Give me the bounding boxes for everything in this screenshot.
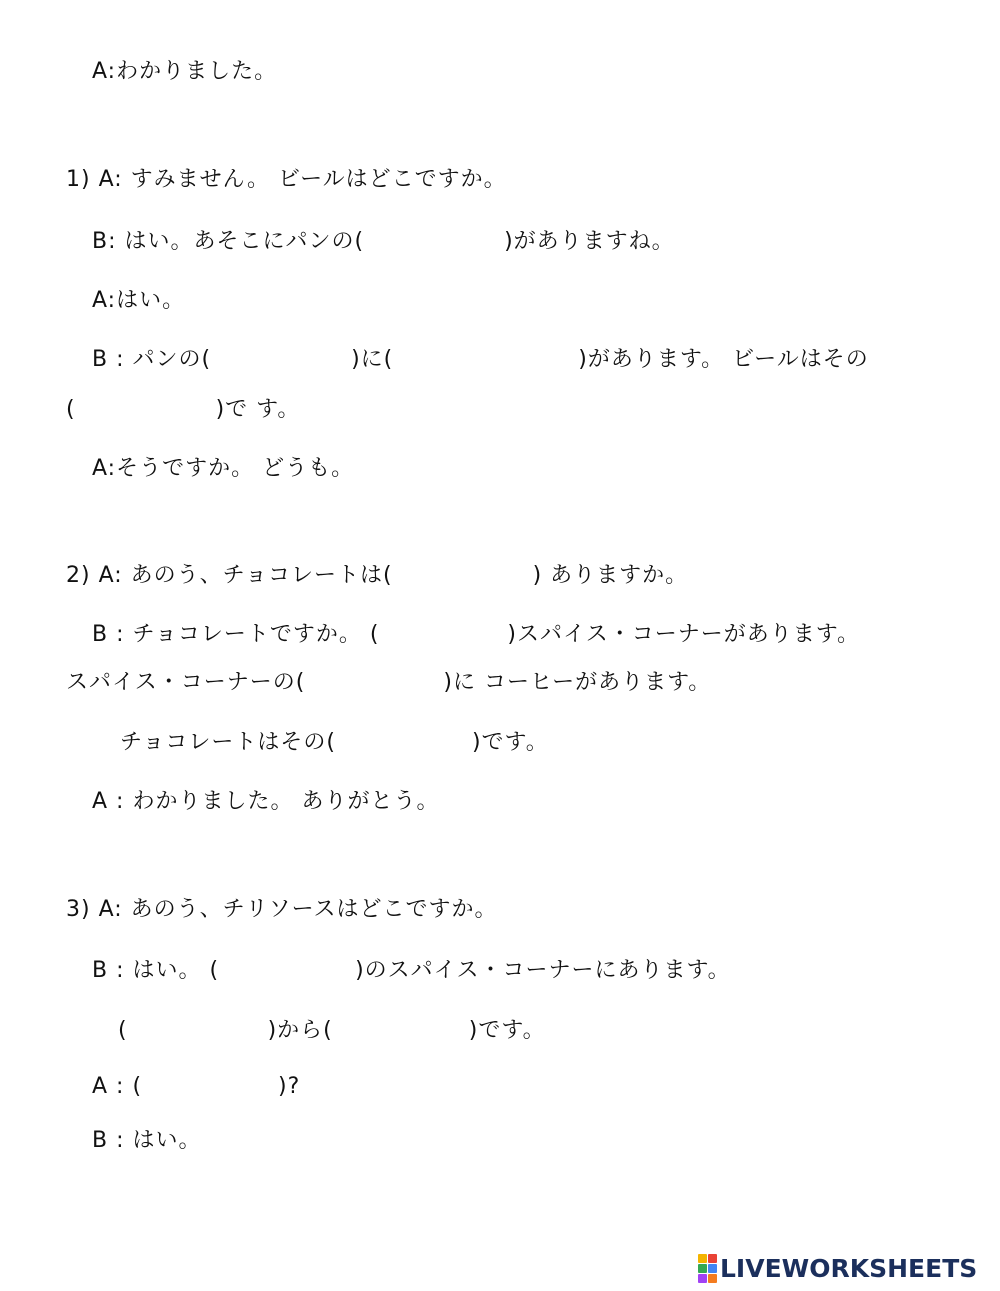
line-text: )? [278, 1074, 301, 1099]
line-text: )に( [351, 347, 394, 372]
line-text: 1) A: すみません。 ビールはどこですか。 [66, 167, 507, 192]
line-text: A:はい。 [92, 288, 186, 313]
dialogue-line [66, 669, 711, 697]
line-text: )があります。 ビールはその [578, 347, 869, 372]
line-text: ) ありますか。 [532, 563, 689, 588]
line-text: B : チョコレートですか。 ( [92, 622, 380, 647]
dialogue-line [92, 287, 185, 315]
line-text: )スパイス・コーナーがあります。 [507, 622, 861, 647]
dialogue-line [92, 621, 860, 649]
line-text: )に コーヒーがあります。 [443, 670, 712, 695]
dialogue-line [66, 896, 498, 924]
answer-blank[interactable] [211, 348, 351, 372]
answer-blank[interactable] [305, 671, 443, 695]
answer-blank[interactable] [393, 564, 533, 588]
answer-blank[interactable] [364, 230, 504, 254]
line-text: スパイス・コーナーの( [66, 670, 306, 695]
dialogue-line [66, 562, 688, 590]
line-text: )がありますね。 [504, 229, 675, 254]
dialogue-line [66, 166, 507, 194]
line-text: B : はい。 ( [92, 958, 220, 983]
logo-text: LIVEWORKSHEETS [720, 1253, 978, 1283]
line-text: )で す。 [215, 397, 301, 422]
line-text: チョコレートはその( [120, 730, 336, 755]
answer-blank[interactable] [333, 1019, 469, 1043]
line-text: A:そうですか。 どうも。 [92, 456, 355, 481]
line-text: )のスパイス・コーナーにあります。 [355, 958, 731, 983]
dialogue-line [92, 346, 869, 374]
dialogue-line [92, 957, 731, 985]
line-text: )から( [267, 1018, 333, 1043]
dialogue-line [92, 1127, 202, 1155]
dialogue-line [120, 729, 549, 757]
liveworksheets-logo-icon [698, 1254, 717, 1283]
line-text: 2) A: あのう、チョコレートは( [66, 563, 393, 588]
dialogue-line [92, 1073, 300, 1101]
line-text: B: はい。あそこにパンの( [92, 229, 365, 254]
line-text: )です。 [471, 730, 549, 755]
dialogue-line [118, 1017, 546, 1045]
answer-blank[interactable] [379, 623, 507, 647]
line-text: ( [118, 1018, 128, 1043]
line-text: )です。 [468, 1018, 546, 1043]
line-text: B : パンの( [92, 347, 212, 372]
answer-blank[interactable] [76, 398, 216, 422]
dialogue-line [92, 228, 675, 256]
dialogue-line [92, 788, 439, 816]
dialogue-line [92, 58, 277, 86]
answer-blank[interactable] [219, 959, 355, 983]
line-text: A : わかりました。 ありがとう。 [92, 789, 440, 814]
answer-blank[interactable] [128, 1019, 268, 1043]
line-text: A : ( [92, 1074, 143, 1099]
line-text: B : はい。 [92, 1128, 202, 1153]
dialogue-line [92, 455, 354, 483]
liveworksheets-logo[interactable] [698, 1252, 977, 1284]
line-text: ( [66, 397, 76, 422]
line-text: A:わかりました。 [92, 59, 278, 84]
dialogue-line [66, 396, 300, 424]
line-text: 3) A: あのう、チリソースはどこですか。 [66, 897, 498, 922]
answer-blank[interactable] [393, 348, 578, 372]
answer-blank[interactable] [142, 1075, 278, 1099]
answer-blank[interactable] [336, 731, 472, 755]
